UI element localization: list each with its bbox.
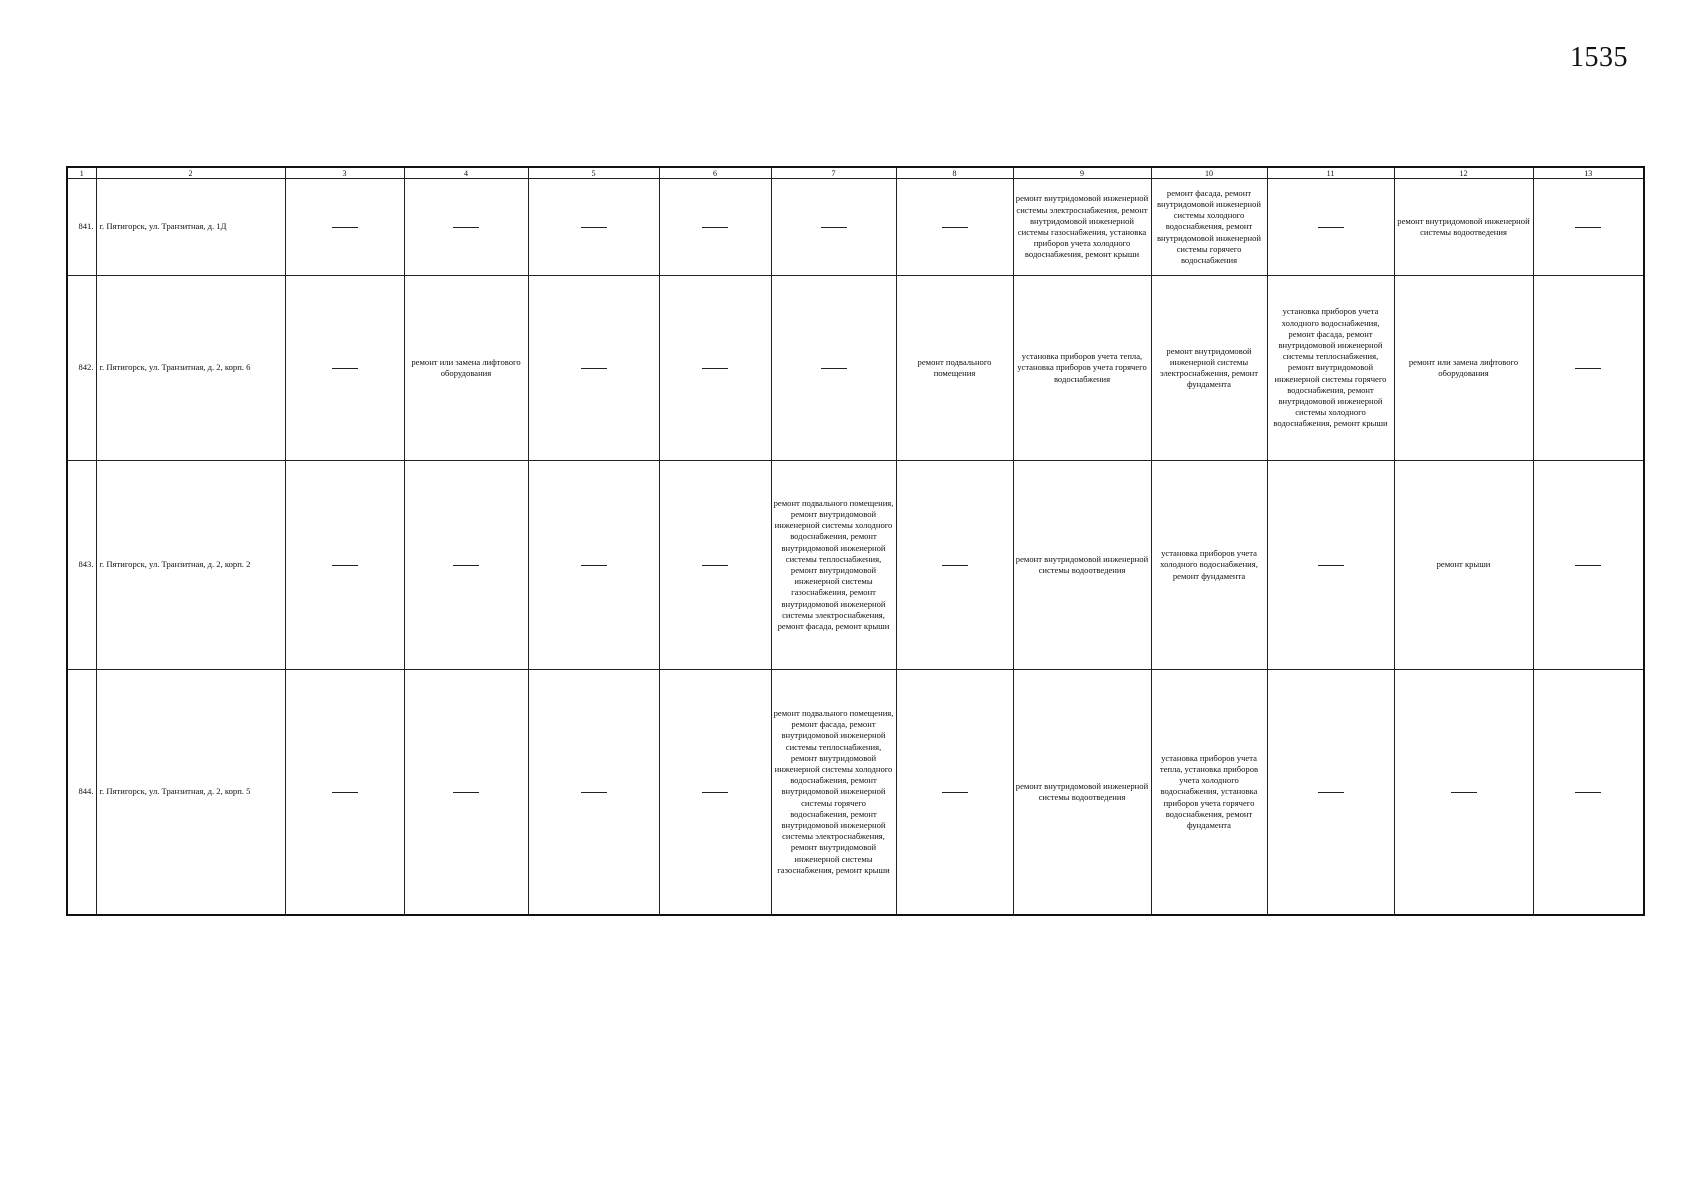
col-header: 2: [96, 167, 285, 179]
work-cell: ремонт внутридомовой инженерной системы электроснабжения, ремонт фундамента: [1151, 276, 1267, 461]
dash-mark: [1575, 792, 1601, 793]
dash-mark: [581, 227, 607, 228]
dash-mark: [332, 227, 358, 228]
empty-cell: [896, 179, 1013, 276]
dash-mark: [1318, 565, 1344, 566]
dash-mark: [1575, 227, 1601, 228]
dash-mark: [453, 792, 479, 793]
empty-cell: [659, 179, 771, 276]
work-cell: ремонт подвального помещения: [896, 276, 1013, 461]
work-cell: ремонт внутридомовой инженерной системы водоотведения: [1013, 670, 1151, 916]
dash-mark: [702, 792, 728, 793]
empty-cell: [659, 670, 771, 916]
work-cell: ремонт внутридомовой инженерной системы водоотведения: [1013, 461, 1151, 670]
dash-mark: [821, 368, 847, 369]
col-header: 4: [404, 167, 528, 179]
empty-cell: [404, 461, 528, 670]
dash-mark: [942, 565, 968, 566]
dash-mark: [1318, 227, 1344, 228]
table-row: [67, 179, 1644, 276]
empty-cell: [1533, 179, 1644, 276]
empty-cell: [1394, 670, 1533, 916]
empty-cell: [1267, 670, 1394, 916]
table-row: [67, 276, 1644, 461]
dash-mark: [702, 565, 728, 566]
work-cell: ремонт подвального помещения, ремонт фасада, ремонт внутридомовой инженерной системы теплоснабжения, ремонт внутридомовой инженерной системы холодного водоснабжения, ремонт внутридомовой инженерной системы горячего водоснабжения, ремонт внутридомовой инженерной системы электроснабжения, ремонт внутридомовой инженерной системы газоснабжения, ремонт крыши: [771, 670, 896, 916]
work-cell: ремонт или замена лифтового оборудования: [404, 276, 528, 461]
empty-cell: [1267, 179, 1394, 276]
work-cell: установка приборов учета холодного водоснабжения, ремонт фундамента: [1151, 461, 1267, 670]
col-header: 6: [659, 167, 771, 179]
col-header: 3: [285, 167, 404, 179]
empty-cell: [1533, 670, 1644, 916]
work-cell: ремонт внутридомовой инженерной системы водоотведения: [1394, 179, 1533, 276]
empty-cell: [896, 461, 1013, 670]
address-cell: г. Пятигорск, ул. Транзитная, д. 2, корп. 5: [96, 670, 285, 916]
work-cell: ремонт крыши: [1394, 461, 1533, 670]
dash-mark: [821, 227, 847, 228]
work-cell: ремонт или замена лифтового оборудования: [1394, 276, 1533, 461]
work-cell: установка приборов учета тепла, установка приборов учета горячего водоснабжения: [1013, 276, 1151, 461]
empty-cell: [528, 670, 659, 916]
empty-cell: [1533, 276, 1644, 461]
row-number: 844.: [67, 670, 96, 916]
empty-cell: [404, 179, 528, 276]
dash-mark: [1575, 368, 1601, 369]
empty-cell: [771, 179, 896, 276]
work-cell: ремонт фасада, ремонт внутридомовой инженерной системы холодного водоснабжения, ремонт внутридомовой инженерной системы горячего водоснабжения: [1151, 179, 1267, 276]
empty-cell: [285, 461, 404, 670]
column-number-row: [67, 167, 1644, 179]
dash-mark: [581, 565, 607, 566]
dash-mark: [1318, 792, 1344, 793]
address-cell: г. Пятигорск, ул. Транзитная, д. 2, корп. 2: [96, 461, 285, 670]
address-cell: г. Пятигорск, ул. Транзитная, д. 2, корп. 6: [96, 276, 285, 461]
table-row: [67, 670, 1644, 916]
empty-cell: [285, 670, 404, 916]
dash-mark: [702, 227, 728, 228]
col-header: 9: [1013, 167, 1151, 179]
empty-cell: [285, 276, 404, 461]
empty-cell: [404, 670, 528, 916]
col-header: 11: [1267, 167, 1394, 179]
col-header: 5: [528, 167, 659, 179]
dash-mark: [702, 368, 728, 369]
dash-mark: [942, 227, 968, 228]
row-number: 841.: [67, 179, 96, 276]
row-number: 842.: [67, 276, 96, 461]
empty-cell: [528, 461, 659, 670]
empty-cell: [1267, 461, 1394, 670]
col-header: 10: [1151, 167, 1267, 179]
empty-cell: [1533, 461, 1644, 670]
col-header: 12: [1394, 167, 1533, 179]
dash-mark: [581, 368, 607, 369]
work-cell: установка приборов учета холодного водоснабжения, ремонт фасада, ремонт внутридомовой инженерной системы теплоснабжения, ремонт внутридомовой инженерной системы горячего водоснабжения, ремонт внутридомовой инженерной системы холодного водоснабжения, ремонт крыши: [1267, 276, 1394, 461]
empty-cell: [659, 276, 771, 461]
empty-cell: [896, 670, 1013, 916]
empty-cell: [285, 179, 404, 276]
col-header: 7: [771, 167, 896, 179]
dash-mark: [453, 227, 479, 228]
work-cell: установка приборов учета тепла, установка приборов учета холодного водоснабжения, установка приборов учета горячего водоснабжения, ремонт фундамента: [1151, 670, 1267, 916]
address-cell: г. Пятигорск, ул. Транзитная, д. 1Д: [96, 179, 285, 276]
dash-mark: [453, 565, 479, 566]
dash-mark: [332, 368, 358, 369]
work-cell: ремонт внутридомовой инженерной системы электроснабжения, ремонт внутридомовой инженерной системы газоснабжения, установка приборов учета холодного водоснабжения, ремонт крыши: [1013, 179, 1151, 276]
empty-cell: [659, 461, 771, 670]
empty-cell: [771, 276, 896, 461]
dash-mark: [1451, 792, 1477, 793]
table-row: [67, 461, 1644, 670]
page-number: 1535: [1570, 42, 1628, 73]
col-header: 8: [896, 167, 1013, 179]
empty-cell: [528, 276, 659, 461]
work-cell: ремонт подвального помещения, ремонт внутридомовой инженерной системы холодного водоснабжения, ремонт внутридомовой инженерной системы теплоснабжения, ремонт внутридомовой инженерной системы газоснабжения, ремонт внутридомовой инженерной системы электроснабжения, ремонт фасада, ремонт крыши: [771, 461, 896, 670]
dash-mark: [942, 792, 968, 793]
dash-mark: [332, 565, 358, 566]
row-number: 843.: [67, 461, 96, 670]
dash-mark: [1575, 565, 1601, 566]
dash-mark: [332, 792, 358, 793]
empty-cell: [528, 179, 659, 276]
repair-schedule-table: [66, 166, 1645, 916]
col-header: 1: [67, 167, 96, 179]
col-header: 13: [1533, 167, 1644, 179]
dash-mark: [581, 792, 607, 793]
